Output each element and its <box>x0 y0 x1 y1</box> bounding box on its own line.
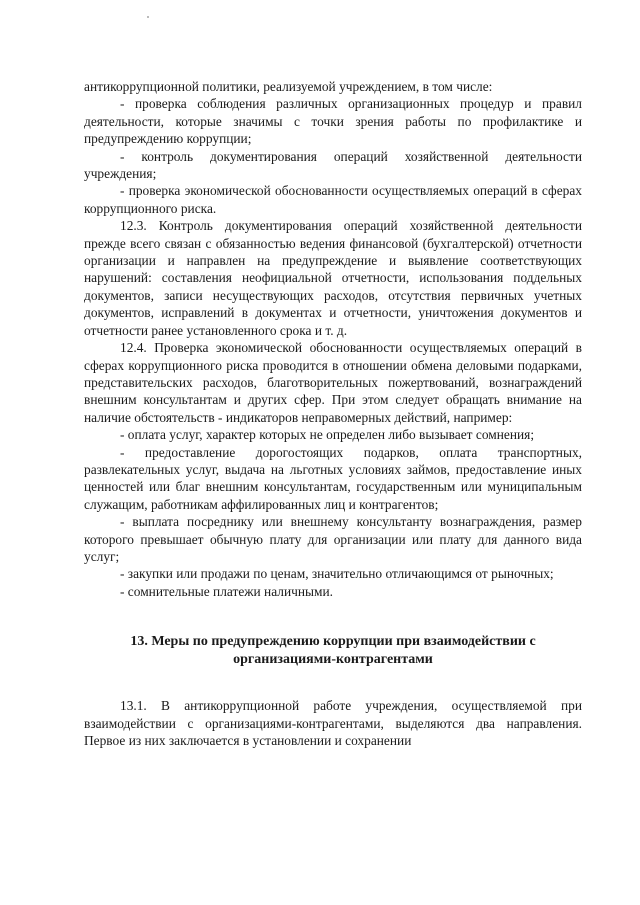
paragraph-continuation: антикоррупционной политики, реализуемой учреждением, в том числе: <box>84 79 493 94</box>
scan-speck <box>147 16 149 18</box>
list-item-expensive-gifts: - предоставление дорогостоящих подарков, оплата транспортных, развлекательных услуг, выдача на льготных условиях займов, предоставление иных ценностей или благ внешним консультантам, государственным или муниципальным служащим, работникам аффилированных лиц и контрагентов; <box>84 444 582 512</box>
list-item-intermediary-fee: - выплата посреднику или внешнему консультанту вознаграждения, размер которого превышает обычную плату для организации или плату для данного вида услуг; <box>84 514 582 564</box>
paragraph-13-1: 13.1. В антикоррупционной работе учреждения, осуществляемой при взаимодействии с организациями-контрагентами, выделяются два направления. Первое из них заключается в установлении и сохранении <box>84 698 582 748</box>
document-body <box>84 78 582 749</box>
list-item-procedures-check: - проверка соблюдения различных организационных процедур и правил деятельности, которые значимы с точки зрения работы по профилактике и предупреждению коррупции; <box>84 96 582 147</box>
list-item-economic-check: - проверка экономической обоснованности осуществляемых операций в сферах коррупционного риска. <box>84 183 582 216</box>
section-heading: 13. Меры по предупреждению коррупции при взаимодействии с организациями-контрагентами <box>130 634 536 668</box>
paragraph-12-3: 12.3. Контроль документирования операций хозяйственной деятельности прежде всего связан с обязанностью ведения финансовой (бухгалтерской) отчетности организации и направлен на предупреждение и выявление соответствующих нарушений: составления неофициальной отчетности, использования поддельных документов, записи несуществующих расходов, отсутствия первичных учетных документов, исправлений в документах и отчетности, уничтожения документов и отчетности ранее установленного срока и т. д. <box>84 218 582 338</box>
list-item-purchases-prices: - закупки или продажи по ценам, значительно отличающимся от рыночных; <box>120 566 554 582</box>
list-item-cash-payments: - сомнительные платежи наличными. <box>120 583 334 599</box>
list-item-documentation-control: - контроль документирования операций хозяйственной деятельности учреждения; <box>84 148 582 182</box>
list-item-payment-services: - оплата услуг, характер которых не определен либо вызывает сомнения; <box>120 427 535 443</box>
paragraph-12-4: 12.4. Проверка экономической обоснованности осуществляемых операций в сферах коррупционного риска проводится в отношении обмена деловыми подарками, представительских расходов, благотворительных пожертвований, вознаграждений внешним консультантам и других сфер. При этом следует обращать внимание на наличие обстоятельств - индикаторов неправомерных действий, например: <box>84 340 582 425</box>
